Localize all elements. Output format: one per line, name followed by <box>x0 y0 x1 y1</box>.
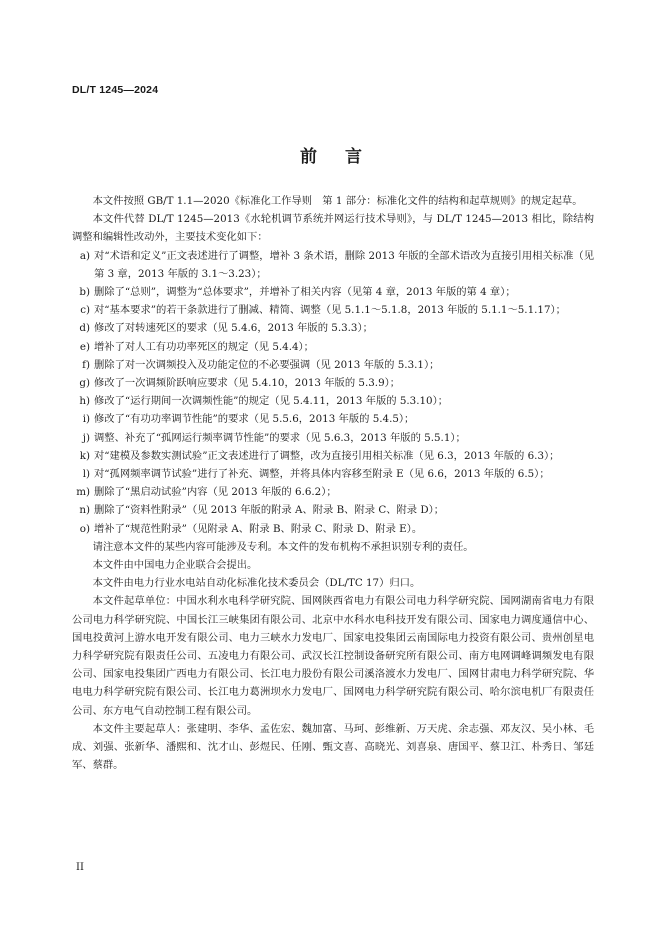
list-item <box>72 319 594 337</box>
list-item <box>72 247 594 283</box>
paragraph-intro-2: 本文件代替 DL/T 1245—2013《水轮机调节系统并网运行技术导则》，与 DL/T 1245—2013 相比，除结构调整和编辑性改动外，主要技术变化如下： <box>72 213 594 244</box>
list-item-label: d) <box>79 322 90 335</box>
list-item <box>72 501 594 519</box>
list-item <box>72 392 594 410</box>
list-item-text: 对“孤网频率调节试验”进行了补充、调整，并将具体内容移至附录 E（见 6.6，2013 年版的 6.5）； <box>94 468 550 481</box>
list-item <box>72 465 594 483</box>
list-item-label: f) <box>82 358 90 371</box>
list-item-text: 修改了“有功功率调节性能”的要求（见 5.5.6，2013 年版的 5.4.5）； <box>94 413 415 426</box>
list-item-label: m) <box>76 486 90 499</box>
list-item-label: c) <box>80 304 90 317</box>
list-item-label: l) <box>82 468 90 481</box>
list-item-label: k) <box>79 449 90 462</box>
list-item <box>72 374 594 392</box>
list-item-text: 修改了“运行期间一次调频性能”的规定（见 5.4.11，2013 年版的 5.3.10）； <box>94 395 449 408</box>
list-item <box>72 283 594 301</box>
list-item-label: j) <box>82 431 90 444</box>
foreword-body <box>72 192 594 775</box>
patent-notice: 请注意本文件的某些内容可能涉及专利。本文件的发布机构不承担识别专利的责任。 <box>92 540 474 553</box>
page-title: 前言 <box>300 147 390 167</box>
list-item-text: 修改了一次调频阶跃响应要求（见 5.4.10，2013 年版的 5.3.9）； <box>94 377 401 390</box>
list-item <box>72 338 594 356</box>
list-item-label: g) <box>79 377 90 390</box>
list-item <box>72 520 594 538</box>
list-item-text: 对“基本要求”的若干条款进行了删减、精简、调整（见 5.1.1～5.1.8，2013 年版的 5.1.1～5.1.17）； <box>94 304 566 317</box>
list-item <box>72 447 594 465</box>
list-item <box>72 410 594 428</box>
page-number: II <box>76 862 84 873</box>
list-item <box>72 483 594 501</box>
list-item-label: h) <box>79 395 90 408</box>
list-item <box>72 301 594 319</box>
list-item <box>72 356 594 374</box>
proposer-statement: 本文件由中国电力企业联合会提出。 <box>92 559 258 572</box>
list-item-label: o) <box>79 522 90 535</box>
list-item-text: 对“术语和定义”正文表述进行了调整，增补 3 条术语，删除 2013 年版的全部术语改为直接引用相关标准（见第 3 章，2013 年版的 3.1～3.23）； <box>94 249 594 280</box>
paragraph-intro-1: 本文件按照 GB/T 1.1—2020《标准化工作导则 第 1 部分：标准化文件的结构和起草规则》的规定起草。 <box>92 195 583 207</box>
list-item-text: 调整、补充了“孤网运行频率调节性能”的要求（见 5.6.3，2013 年版的 5.5.1）； <box>94 431 466 444</box>
list-item-text: 增补了“规范性附录”（见附录 A、附录 B、附录 C、附录 D、附录 E）。 <box>94 522 423 535</box>
list-item-text: 修改了对转速死区的要求（见 5.4.6，2013 年版的 5.3.3）； <box>94 322 373 335</box>
list-item-label: i) <box>82 413 90 426</box>
list-item-text: 增补了对人工有功功率死区的规定（见 5.4.4）； <box>94 340 314 353</box>
list-item <box>72 429 594 447</box>
list-item-text: 对“建模及参数实测试验”正文表述进行了调整，改为直接引用相关标准（见 6.3，2013 年版的 6.3）； <box>94 449 560 462</box>
list-item-text: 删除了“黑启动试验”内容（见 2013 年版的 6.6.2）； <box>94 486 337 499</box>
list-item-label: n) <box>79 504 90 517</box>
list-item-label: b) <box>79 286 90 299</box>
changes-list <box>72 247 594 538</box>
list-item-text: 删除了“资料性附录”（见 2013 年版的附录 A、附录 B、附录 C、附录 D）； <box>94 504 445 517</box>
committee-statement: 本文件由电力行业水电站自动化标准化技术委员会（DL/TC 17）归口。 <box>92 577 421 590</box>
list-item-label: a) <box>79 249 90 262</box>
list-item-text: 删除了“总则”，调整为“总体要求”，并增补了相关内容（见第 4 章，2013 年版的第 4 章）； <box>94 286 516 299</box>
standard-code: DL/T 1245—2024 <box>72 84 159 96</box>
list-item-text: 删除了对一次调频投入及功能定位的不必要强调（见 2013 年版的 5.3.1）； <box>94 358 440 371</box>
drafting-units: 本文件起草单位：中国水利水电科学研究院、国网陕西省电力有限公司电力科学研究院、国网湖南省电力有限公司电力科学研究院、中国长江三峡集团有限公司、北京中水科水电科技开发有限公司、国家电力调度通信中心、国电投黄河上游水电开发有限公司、电力三峡水力发电厂、国家电投集团云南国际电力投资有限公司、贵州创星电力科学研究院有限责任公司、五凌电力有限公司、武汉长江控制设备研究所有限公司、南方电网调峰调频发电有限公司、国家电投集团广西电力有限公司、长江电力股份有限公司溪洛渡水力发电厂、国网甘肃电力科学研究院、华电电力科学研究院有限公司、长江电力葛洲坝水力发电厂、国网电力科学研究院有限公司、哈尔滨电机厂有限责任公司、东方电气自动控制工程有限公司。 <box>72 595 594 717</box>
drafters: 本文件主要起草人：张建明、李华、孟佐宏、魏加富、马珂、彭维新、万天虎、余志强、邓友汉、吴小林、毛成、刘强、张新华、潘熙和、沈才山、彭煜民、任刚、甄文喜、高晓光、刘喜泉、唐国平、蔡卫江、朴秀日、邹廷军、蔡群。 <box>72 722 594 772</box>
list-item-label: e) <box>79 340 90 353</box>
